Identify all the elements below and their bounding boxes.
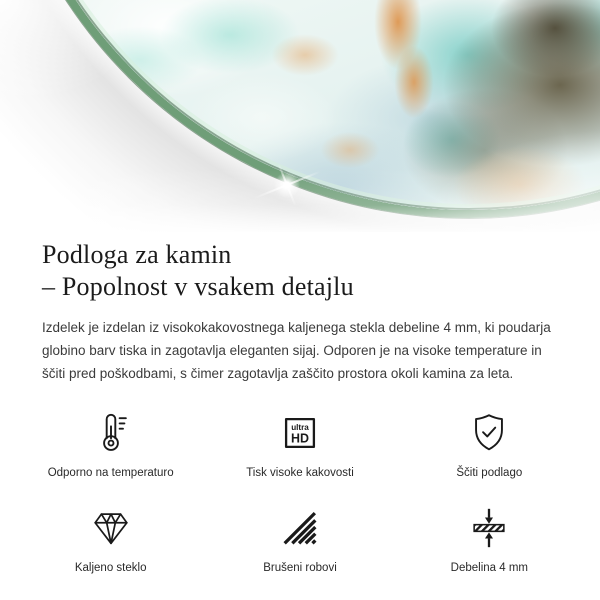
- feature-thickness: [395, 505, 584, 574]
- diamond-icon: [88, 505, 134, 551]
- product-info-section: [0, 239, 600, 385]
- ultra-hd-icon: [277, 410, 323, 456]
- feature-print-quality: [205, 410, 394, 479]
- feature-label: Brušeni robovi: [263, 562, 337, 574]
- product-title-line1: Podloga za kamin: [42, 240, 232, 269]
- beveled-edges-icon: [277, 505, 323, 551]
- feature-grid: [16, 410, 584, 574]
- product-description: Izdelek je izdelan iz visokokakovostnega kaljenega stekla debeline 4 mm, ki poudarja globino barv tiska in zagotavlja eleganten sijaj. Odporen je na visoke temperature in ščiti pred poškodbami, s čimer zagotavlja zaščito prostora okoli kamina za leta.: [42, 320, 551, 381]
- feature-tempered-glass: [16, 505, 205, 574]
- ultra-hd-badge-top: ultra: [291, 423, 309, 433]
- feature-label: Odporno na temperaturo: [47, 467, 174, 479]
- thickness-icon: [466, 505, 512, 551]
- product-title: [42, 239, 558, 303]
- product-photo: [0, 0, 600, 232]
- feature-label: Kaljeno steklo: [74, 562, 147, 574]
- sparkle-glint-icon: [274, 172, 300, 198]
- thermometer-icon: [88, 410, 134, 456]
- feature-label: Tisk visoke kakovosti: [246, 467, 354, 479]
- ultra-hd-badge-bottom: HD: [291, 431, 309, 446]
- feature-beveled-edges: [205, 505, 394, 574]
- shield-check-icon: [466, 410, 512, 456]
- marble-print-artwork: [0, 0, 600, 218]
- feature-label: Debelina 4 mm: [450, 562, 528, 574]
- feature-protects-surface: [395, 410, 584, 479]
- product-title-line2: – Popolnost v vsakem detajlu: [42, 272, 354, 301]
- feature-label: Ščiti podlago: [456, 467, 523, 479]
- round-glass-panel: [0, 0, 600, 218]
- feature-temperature: [16, 410, 205, 479]
